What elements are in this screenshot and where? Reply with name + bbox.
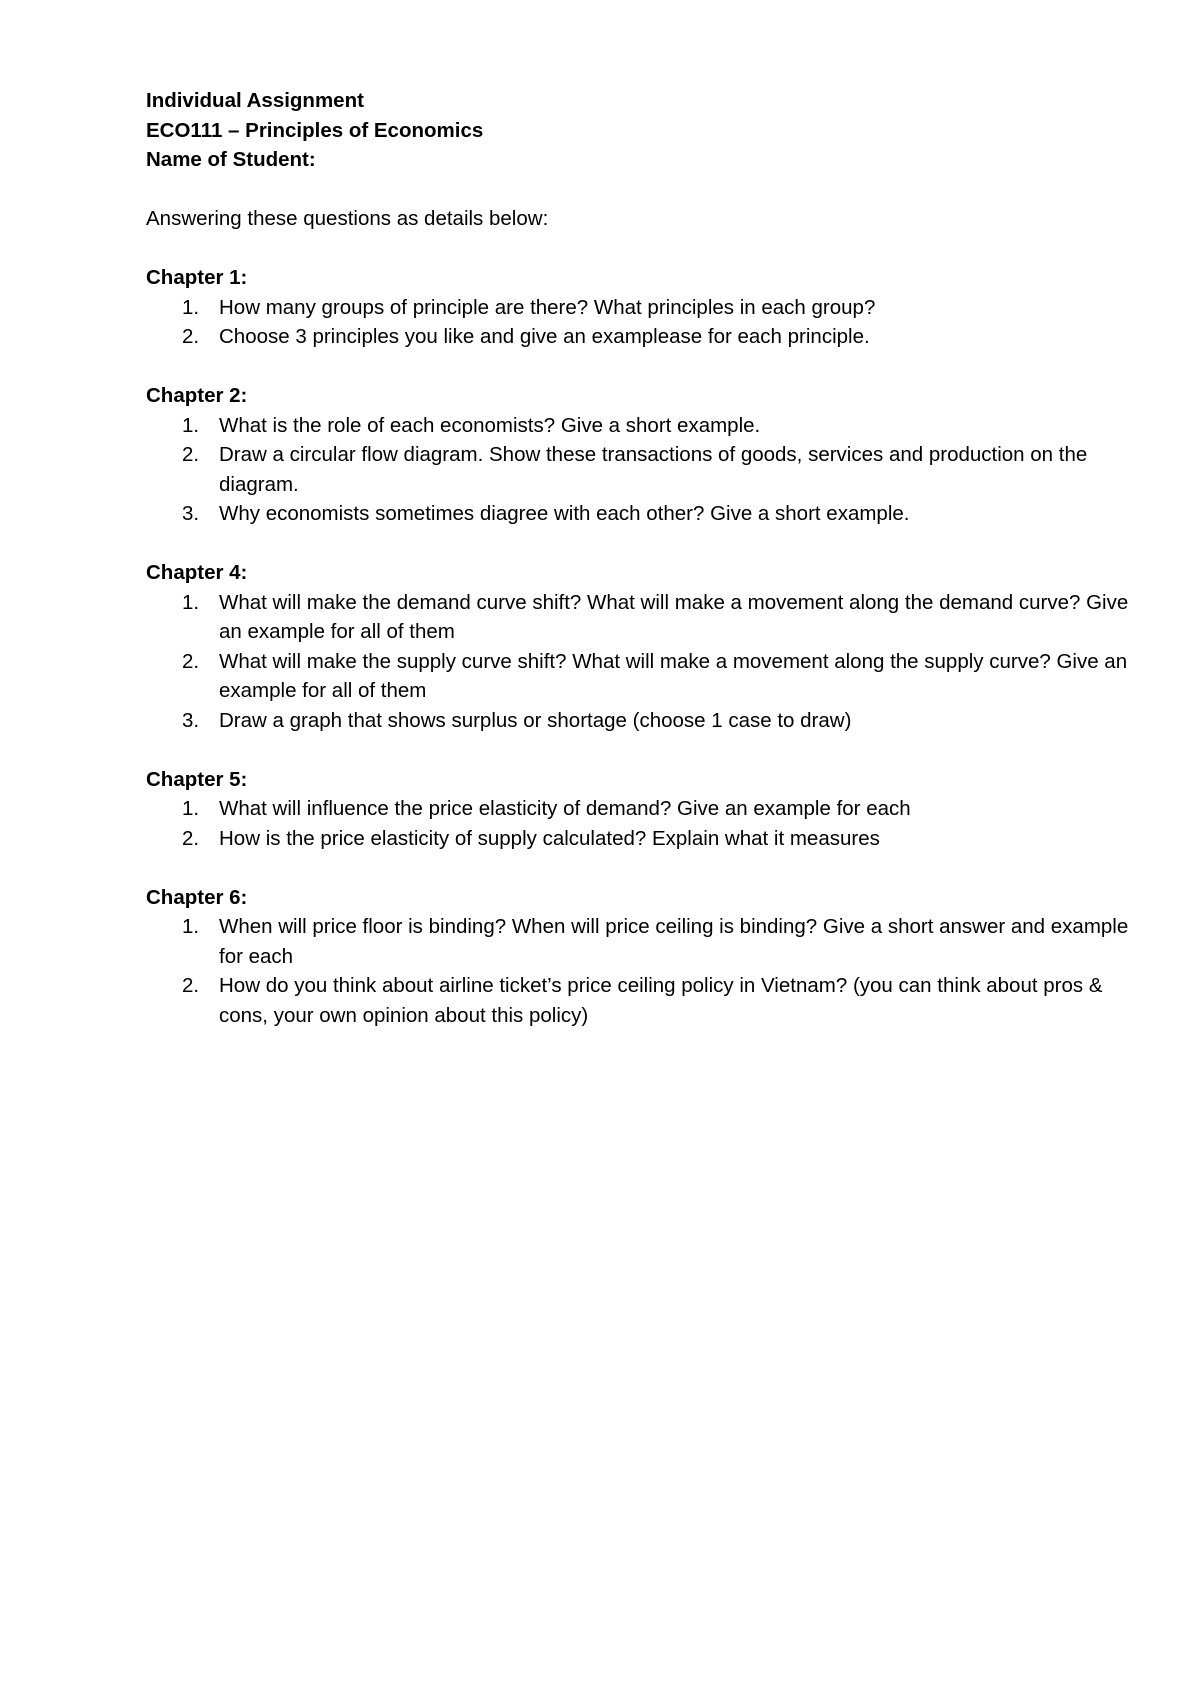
- question-text: What will influence the price elasticity of demand? Give an example for each: [219, 797, 911, 820]
- question-number: 1.: [182, 797, 200, 820]
- question-text: How many groups of principle are there? What principles in each group?: [219, 295, 876, 319]
- chapter-heading: Chapter 6:: [146, 885, 248, 909]
- question-item: [146, 824, 1136, 854]
- question-text: Why economists sometimes diagree with each other? Give a short example.: [219, 502, 910, 525]
- question-item: [146, 499, 1136, 529]
- document-body: [146, 86, 1136, 1030]
- question-number: 3.: [182, 708, 200, 732]
- question-text: What is the role of each economists? Give a short example.: [219, 413, 761, 437]
- question-item: [146, 440, 1136, 499]
- question-item: [146, 647, 1136, 706]
- question-number: 2.: [182, 826, 200, 850]
- intro-text: Answering these questions as details below:: [146, 207, 549, 230]
- chapter-section: [146, 558, 1136, 735]
- question-item: [146, 794, 1136, 824]
- question-item: [146, 411, 1136, 441]
- spacer: [146, 853, 1136, 883]
- spacer: [146, 352, 1136, 382]
- chapter-heading: Chapter 1:: [146, 266, 248, 289]
- question-number: 2.: [182, 325, 200, 348]
- question-text: What will make the demand curve shift? What will make a movement along the demand curve? Give an example for all of them: [219, 590, 1129, 643]
- question-number: 1.: [182, 590, 200, 614]
- question-number: 3.: [182, 502, 200, 525]
- chapter-heading: Chapter 2:: [146, 384, 248, 407]
- chapter-section: [146, 765, 1136, 854]
- question-item: [146, 912, 1136, 971]
- question-number: 2.: [182, 974, 200, 997]
- chapter-section: [146, 883, 1136, 1031]
- question-item: [146, 588, 1136, 647]
- question-number: 1.: [182, 915, 200, 938]
- question-text: What will make the supply curve shift? What will make a movement along the supply curve? Give an example for all of them: [219, 649, 1128, 702]
- question-number: 1.: [182, 413, 200, 437]
- chapter-section: [146, 381, 1136, 529]
- chapter-section: [146, 263, 1136, 352]
- question-list: [146, 794, 1136, 853]
- student-name-label: Name of Student:: [146, 148, 316, 171]
- question-number: 2.: [182, 443, 200, 466]
- question-item: [146, 293, 1136, 323]
- assignment-title: Individual Assignment: [146, 89, 364, 112]
- question-list: [146, 293, 1136, 352]
- question-text: When will price floor is binding? When will price ceiling is binding? Give a short answer and example for each: [219, 915, 1129, 968]
- chapter-heading: Chapter 5:: [146, 767, 248, 791]
- spacer: [146, 175, 1136, 205]
- question-text: How is the price elasticity of supply calculated? Explain what it measures: [219, 826, 880, 850]
- spacer: [146, 234, 1136, 264]
- question-text: How do you think about airline ticket’s price ceiling policy in Vietnam? (you can think about pros & cons, your own opinion about this policy): [219, 974, 1103, 1027]
- question-list: [146, 411, 1136, 529]
- course-title: ECO111 – Principles of Economics: [146, 118, 484, 142]
- question-list: [146, 588, 1136, 736]
- question-list: [146, 912, 1136, 1030]
- question-number: 2.: [182, 649, 200, 673]
- question-text: Draw a circular flow diagram. Show these transactions of goods, services and production on the diagram.: [219, 443, 1088, 496]
- question-item: [146, 706, 1136, 736]
- question-item: [146, 971, 1136, 1030]
- chapter-heading: Chapter 4:: [146, 561, 248, 584]
- spacer: [146, 529, 1136, 559]
- question-text: Choose 3 principles you like and give an examplease for each principle.: [219, 325, 870, 348]
- question-text: Draw a graph that shows surplus or shortage (choose 1 case to draw): [219, 708, 852, 732]
- question-number: 1.: [182, 295, 200, 319]
- question-item: [146, 322, 1136, 352]
- spacer: [146, 735, 1136, 765]
